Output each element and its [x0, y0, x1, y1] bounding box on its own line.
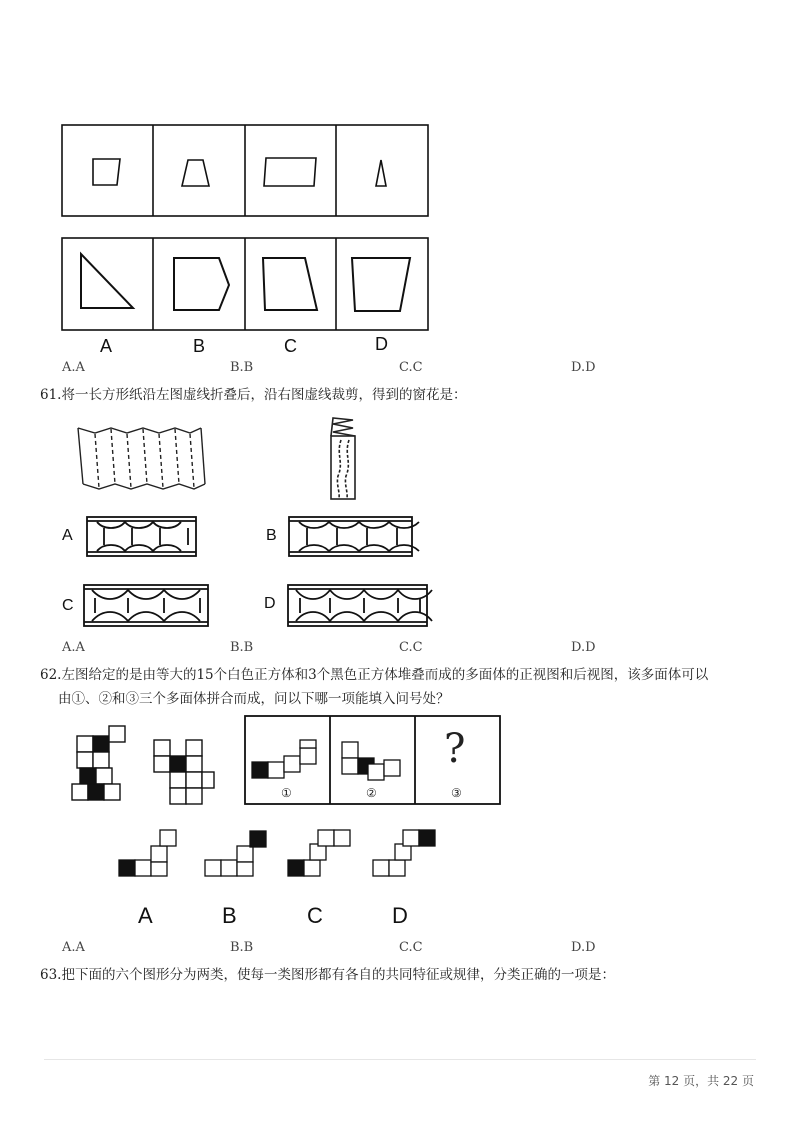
q62-figure-label-a: A [138, 903, 153, 928]
q61-option-c[interactable]: C.C [399, 640, 423, 655]
q62-option-d[interactable]: D.D [571, 940, 596, 955]
q62-option-a[interactable]: A.A [62, 940, 85, 955]
q61-question-text: 61.将一长方形纸沿左图虚线折叠后，沿右图虚线裁剪，得到的窗花是： [40, 387, 467, 403]
q61-option-d[interactable]: D.D [571, 640, 596, 655]
q62-question-text-line1: 62.左图给定的是由等大的15个白色正方体和3个黑色正方体堆叠而成的多面体的正视图和后视图，该多面体可以 [40, 667, 709, 683]
q61-figure-label-a: A [62, 527, 73, 544]
q60-figure-label-c: C [284, 336, 297, 356]
q60-figure-label-d: D [375, 334, 388, 354]
footer-divider [44, 1059, 756, 1060]
q60-option-a[interactable]: A.A [62, 360, 85, 375]
q61-figure-label-d: D [264, 595, 276, 612]
q62-panel-mark-1: ① [281, 786, 292, 800]
q61-option-a[interactable]: A.A [62, 640, 85, 655]
q62-option-c[interactable]: C.C [399, 940, 423, 955]
q61-figure-label-c: C [62, 597, 74, 614]
q62-option-b[interactable]: B.B [230, 940, 254, 955]
page-number: 第 12 页，共 22 页 [648, 1074, 754, 1088]
q62-panel-mark-2: ② [366, 786, 377, 800]
q60-option-c[interactable]: C.C [399, 360, 423, 375]
q62-figure-label-d: D [392, 903, 408, 928]
q63-question-text: 63.把下面的六个图形分为两类，使每一类图形都有各自的共同特征或规律，分类正确的一项是： [40, 967, 615, 983]
q60-option-d[interactable]: D.D [571, 360, 596, 375]
q62-figure-label-c: C [307, 903, 323, 928]
q62-figure-label-b: B [222, 903, 237, 928]
q60-option-b[interactable]: B.B [230, 360, 254, 375]
q62-panel-mark-3: ③ [451, 786, 462, 800]
q60-figure-label-a: A [100, 336, 113, 356]
q60-figure-label-b: B [193, 336, 206, 356]
q62-question-text-line2: 由①、②和③三个多面体拼合而成，问以下哪一项能填入问号处？ [58, 691, 450, 707]
q61-option-b[interactable]: B.B [230, 640, 254, 655]
q62-question-mark: ? [444, 726, 466, 772]
q61-figure-label-b: B [266, 527, 277, 544]
